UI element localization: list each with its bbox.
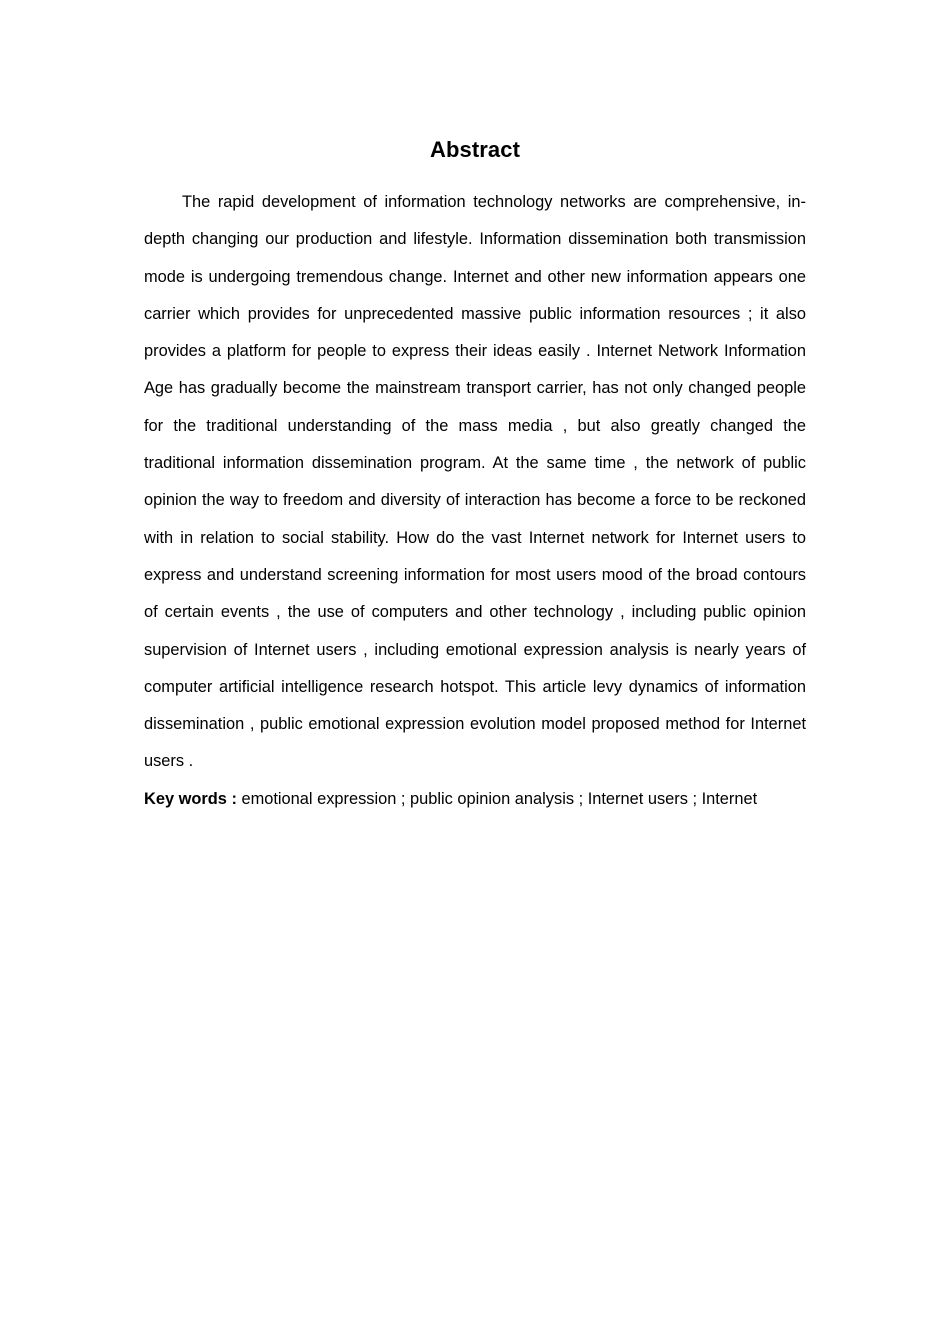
abstract-section (144, 132, 806, 817)
keywords-text: emotional expression ; public opinion analysis ; Internet users ; Internet (241, 789, 758, 808)
keywords-label: Key words : (144, 789, 237, 808)
keywords-line (144, 781, 806, 817)
abstract-body: The rapid development of information technology networks are comprehensive, in-depth changing our production and lifestyle. Information dissemination both transmission mode is undergoing tremendous change. Internet and other new information appears one carrier which provides for unprecedented massive public information resources ; it also provides a platform for people to express their ideas easily . Internet Network Information Age has gradually become the mainstream transport carrier, has not only changed people for the traditional understanding of the mass media , but also greatly changed the traditional information dissemination program. At the same time , the network of public opinion the way to freedom and diversity of interaction has become a force to be reckoned with in relation to social stability. How do the vast Internet network for Internet users to express and understand screening information for most users mood of the broad contours of certain events , the use of computers and other technology , including public opinion supervision of Internet users , including emotional expression analysis is nearly years of computer artificial intelligence research hotspot. This article levy dynamics of information dissemination , public emotional expression evolution model proposed method for Internet users . (144, 193, 806, 771)
abstract-title: Abstract (429, 137, 521, 162)
